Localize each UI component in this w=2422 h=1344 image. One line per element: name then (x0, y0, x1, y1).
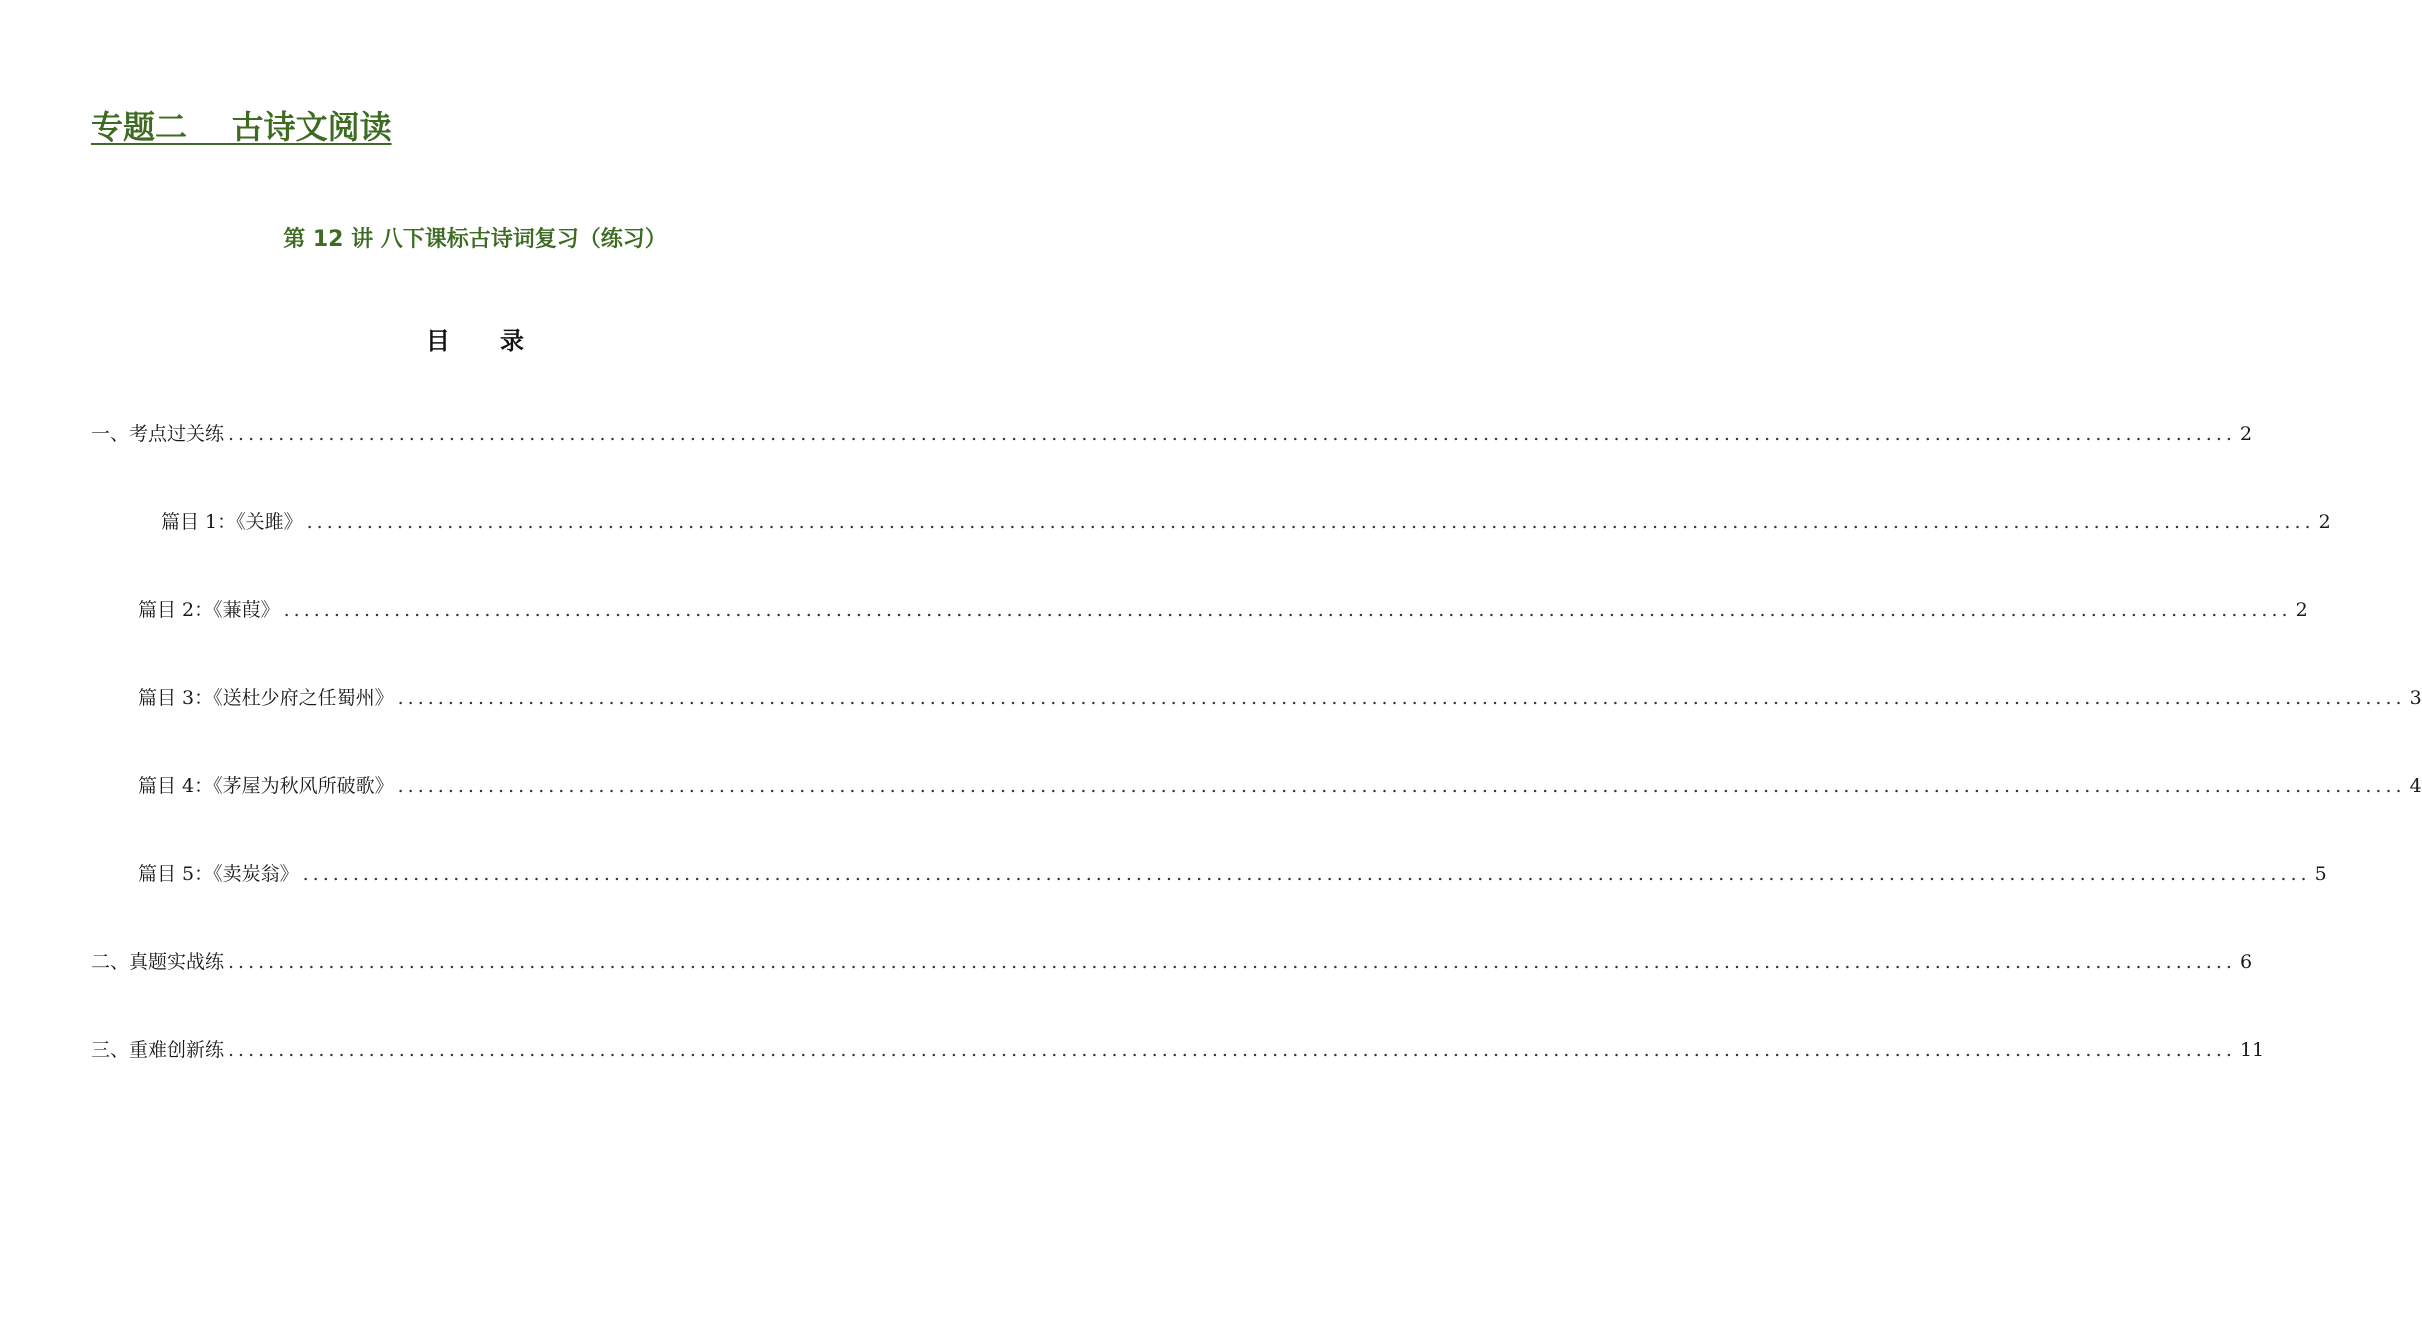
topic-heading: 专题二 古诗文阅读 (91, 108, 392, 146)
toc-page-number: 2 (2295, 599, 2308, 621)
toc-page-number: 5 (2314, 863, 2327, 885)
toc-entry-maitanweng[interactable] (138, 860, 2327, 888)
toc-title: 目 录 (425, 327, 525, 355)
toc-page-number: 6 (2239, 951, 2253, 973)
toc-entry-label: 三、重难创新练 (91, 1039, 225, 1061)
toc-page-number: 2 (2239, 423, 2253, 445)
toc-entry-jianjia[interactable] (138, 596, 2308, 624)
toc-page-number: 3 (2409, 687, 2422, 709)
toc-entry-songdushaofu[interactable] (138, 684, 2422, 712)
toc-entry-label: 篇目 1：《关雎》 (161, 511, 303, 533)
toc-dot-leader: ........................................................................................................................................................................................................ (397, 687, 2406, 709)
toc-entry-zhenti[interactable] (91, 948, 2253, 976)
toc-entry-label: 篇目 3：《送杜少府之任蜀州》 (138, 687, 394, 709)
toc-dot-leader: ........................................................................................................................................................................................................ (397, 775, 2406, 797)
toc-page-number: 11 (2239, 1039, 2265, 1061)
toc-dot-leader: ........................................................................................................................................................................................................ (228, 951, 2236, 973)
lecture-subheading: 第 12 讲 八下课标古诗词复习（练习） (283, 227, 667, 252)
toc-entry-label: 二、真题实战练 (91, 951, 225, 973)
toc-entry-zhongnan[interactable] (91, 1036, 2265, 1064)
toc-dot-leader: ........................................................................................................................................................................................................ (283, 599, 2292, 621)
toc-page-number: 4 (2409, 775, 2422, 797)
toc-entry-guanju[interactable] (161, 508, 2331, 536)
toc-dot-leader: ........................................................................................................................................................................................................ (302, 863, 2311, 885)
toc-entry-label: 篇目 5：《卖炭翁》 (138, 863, 299, 885)
toc-dot-leader: ........................................................................................................................................................................................................ (228, 1039, 2236, 1061)
toc-dot-leader: ........................................................................................................................................................................................................ (306, 511, 2315, 533)
toc-dot-leader: ........................................................................................................................................................................................................ (228, 423, 2236, 445)
toc-entry-maowu[interactable] (138, 772, 2422, 800)
toc-entry-label: 篇目 4：《茅屋为秋风所破歌》 (138, 775, 394, 797)
toc-entry-kaodian[interactable] (91, 420, 2253, 448)
toc-page-number: 2 (2318, 511, 2331, 533)
toc-entry-label: 篇目 2：《蒹葭》 (138, 599, 280, 621)
toc-entry-label: 一、考点过关练 (91, 423, 225, 445)
